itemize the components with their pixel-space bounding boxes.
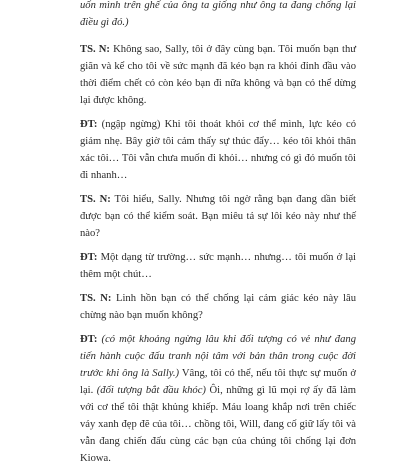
stage-direction-text: (có một khoảng ngừng lâu khi đối tượng có vẻ như đang tiến hành cuộc đấu tranh nội tâm với bản thân trong cuộc đời trước khi ông là Sally.) [80,334,356,379]
dialogue-text: Linh hồn bạn có thể chống lại cảm giác kéo này lâu chừng nào bạn muốn không? [80,293,357,321]
dialogue-text: (ngập ngừng) Khi tôi thoát khỏi cơ thể mình, lực kéo có giảm nhẹ. Bây giờ tôi cảm thấy sự thúc đẩy… kéo tôi khỏi thân xác tôi… Tôi vẫn chưa muốn đi khỏi… nhưng có gì đó muốn tôi đi nhanh… [80,119,356,181]
dialogue-paragraph [80,41,356,109]
speaker-label: ĐT: [80,119,98,130]
speaker-label: TS. N: [80,44,110,55]
dialogue-paragraph [80,331,356,467]
speaker-label: TS. N: [80,194,111,205]
speaker-label: ĐT: [80,252,98,263]
dialogue-paragraph [80,249,356,283]
speaker-label: ĐT: [80,334,98,345]
dialogue-paragraph [80,290,356,324]
dialogue-paragraph [80,191,356,242]
text-column [80,0,356,474]
dialogue-text: Vâng, tôi có thể, nếu tôi thực sự muốn ở lại. [80,368,357,396]
dialogue-text: Không sao, Sally, tôi ở đây cùng bạn. Tôi muốn bạn thư giãn và kể cho tôi về sức mạnh đã kéo bạn ra khỏi đỉnh đầu vào thời điểm chết có còn kéo bạn đi nữa không và bạn có thể dừng lại được không. [80,44,356,106]
dialogue-text: Tôi hiểu, Sally. Nhưng tôi ngờ rằng bạn đang dần biết được bạn có thể kiểm soát. Bạn miêu tả sự lôi kéo này như thế nào? [80,194,356,239]
dialogue-text: Ôi, những gì lũ mọi rợ ấy đã làm với cơ thể tôi thật khủng khiếp. Máu loang khắp nơi trên chiếc váy xanh đẹp đẽ của tôi… chồng tôi, Will, đang cố giữ lấy tôi và vẫn đang chiến đấu cùng các bạn của chúng tôi chống lại đơn Kiowa. [80,385,356,464]
dialogue-paragraph [80,116,356,184]
stage-direction-fragment: uốn mình trên ghế của ông ta giống như ông ta đang chống lại điều gì đó.) [80,0,356,28]
dialogue-text: Một dạng từ trường… sức mạnh… nhưng… tôi muốn ở lại thêm một chút… [80,252,356,280]
speaker-label: TS. N: [80,293,112,304]
stage-direction-text: (đối tượng bắt đầu khóc) [96,385,206,396]
